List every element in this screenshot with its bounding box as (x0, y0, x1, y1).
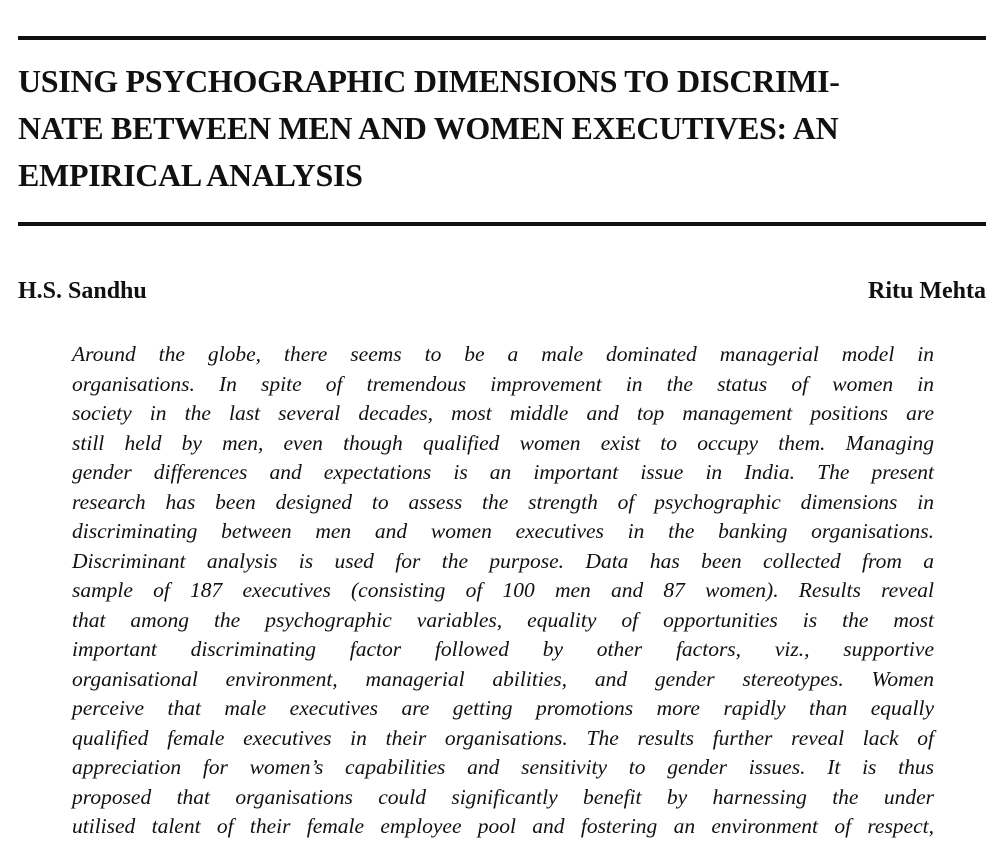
abstract-line: proposed that organisations could significantly benefit by harnessing the under (72, 784, 934, 809)
abstract-line: organisational environment, managerial abilities, and gender stereotypes. Women (72, 666, 934, 691)
abstract-line: appreciation for women’s capabilities and sensitivity to gender issues. It is thus (72, 755, 934, 779)
abstract-line: important discriminating factor followed by other factors, viz., supportive (72, 637, 934, 661)
author-list (18, 274, 986, 308)
abstract-line: that among the psychographic variables, equality of opportunities is the most (72, 607, 934, 632)
abstract-line: utilised talent of their female employee pool and fostering an environment of respect, (72, 814, 934, 838)
abstract-line: perceive that male executives are getting promotions more rapidly than equally (72, 696, 934, 720)
abstract-line: society in the last several decades, most middle and top management positions are (72, 401, 934, 425)
title-line: NATE BETWEEN MEN AND WOMEN EXECUTIVES: AN (18, 110, 839, 146)
abstract-line: research has been designed to assess the strength of psychographic dimensions in (72, 489, 934, 514)
author-name: H.S. Sandhu (18, 278, 147, 304)
abstract-line: Discriminant analysis is used for the purpose. Data has been collected from a (72, 548, 934, 573)
title-line: USING PSYCHOGRAPHIC DIMENSIONS TO DISCRIMI- (18, 63, 840, 99)
abstract-line: organisations. In spite of tremendous improvement in the status of women in (72, 371, 934, 396)
title-top-rule (18, 36, 986, 40)
abstract-line: sample of 187 executives (consisting of 100 men and 87 women). Results reveal (72, 578, 934, 602)
abstract-line: Around the globe, there seems to be a male dominated managerial model in (72, 342, 934, 366)
abstract-line: discriminating between men and women executives in the banking organisations. (72, 519, 934, 543)
title-bottom-rule (18, 222, 986, 226)
abstract-line: still held by men, even though qualified women exist to occupy them. Managing (72, 430, 934, 455)
author-name: Ritu Mehta (868, 278, 986, 304)
abstract-line: gender differences and expectations is an important issue in India. The present (72, 460, 934, 484)
title-line: EMPIRICAL ANALYSIS (18, 157, 363, 193)
abstract (72, 340, 934, 842)
abstract-line: qualified female executives in their organisations. The results further reveal lack of (72, 725, 934, 750)
paper-title (18, 58, 993, 199)
